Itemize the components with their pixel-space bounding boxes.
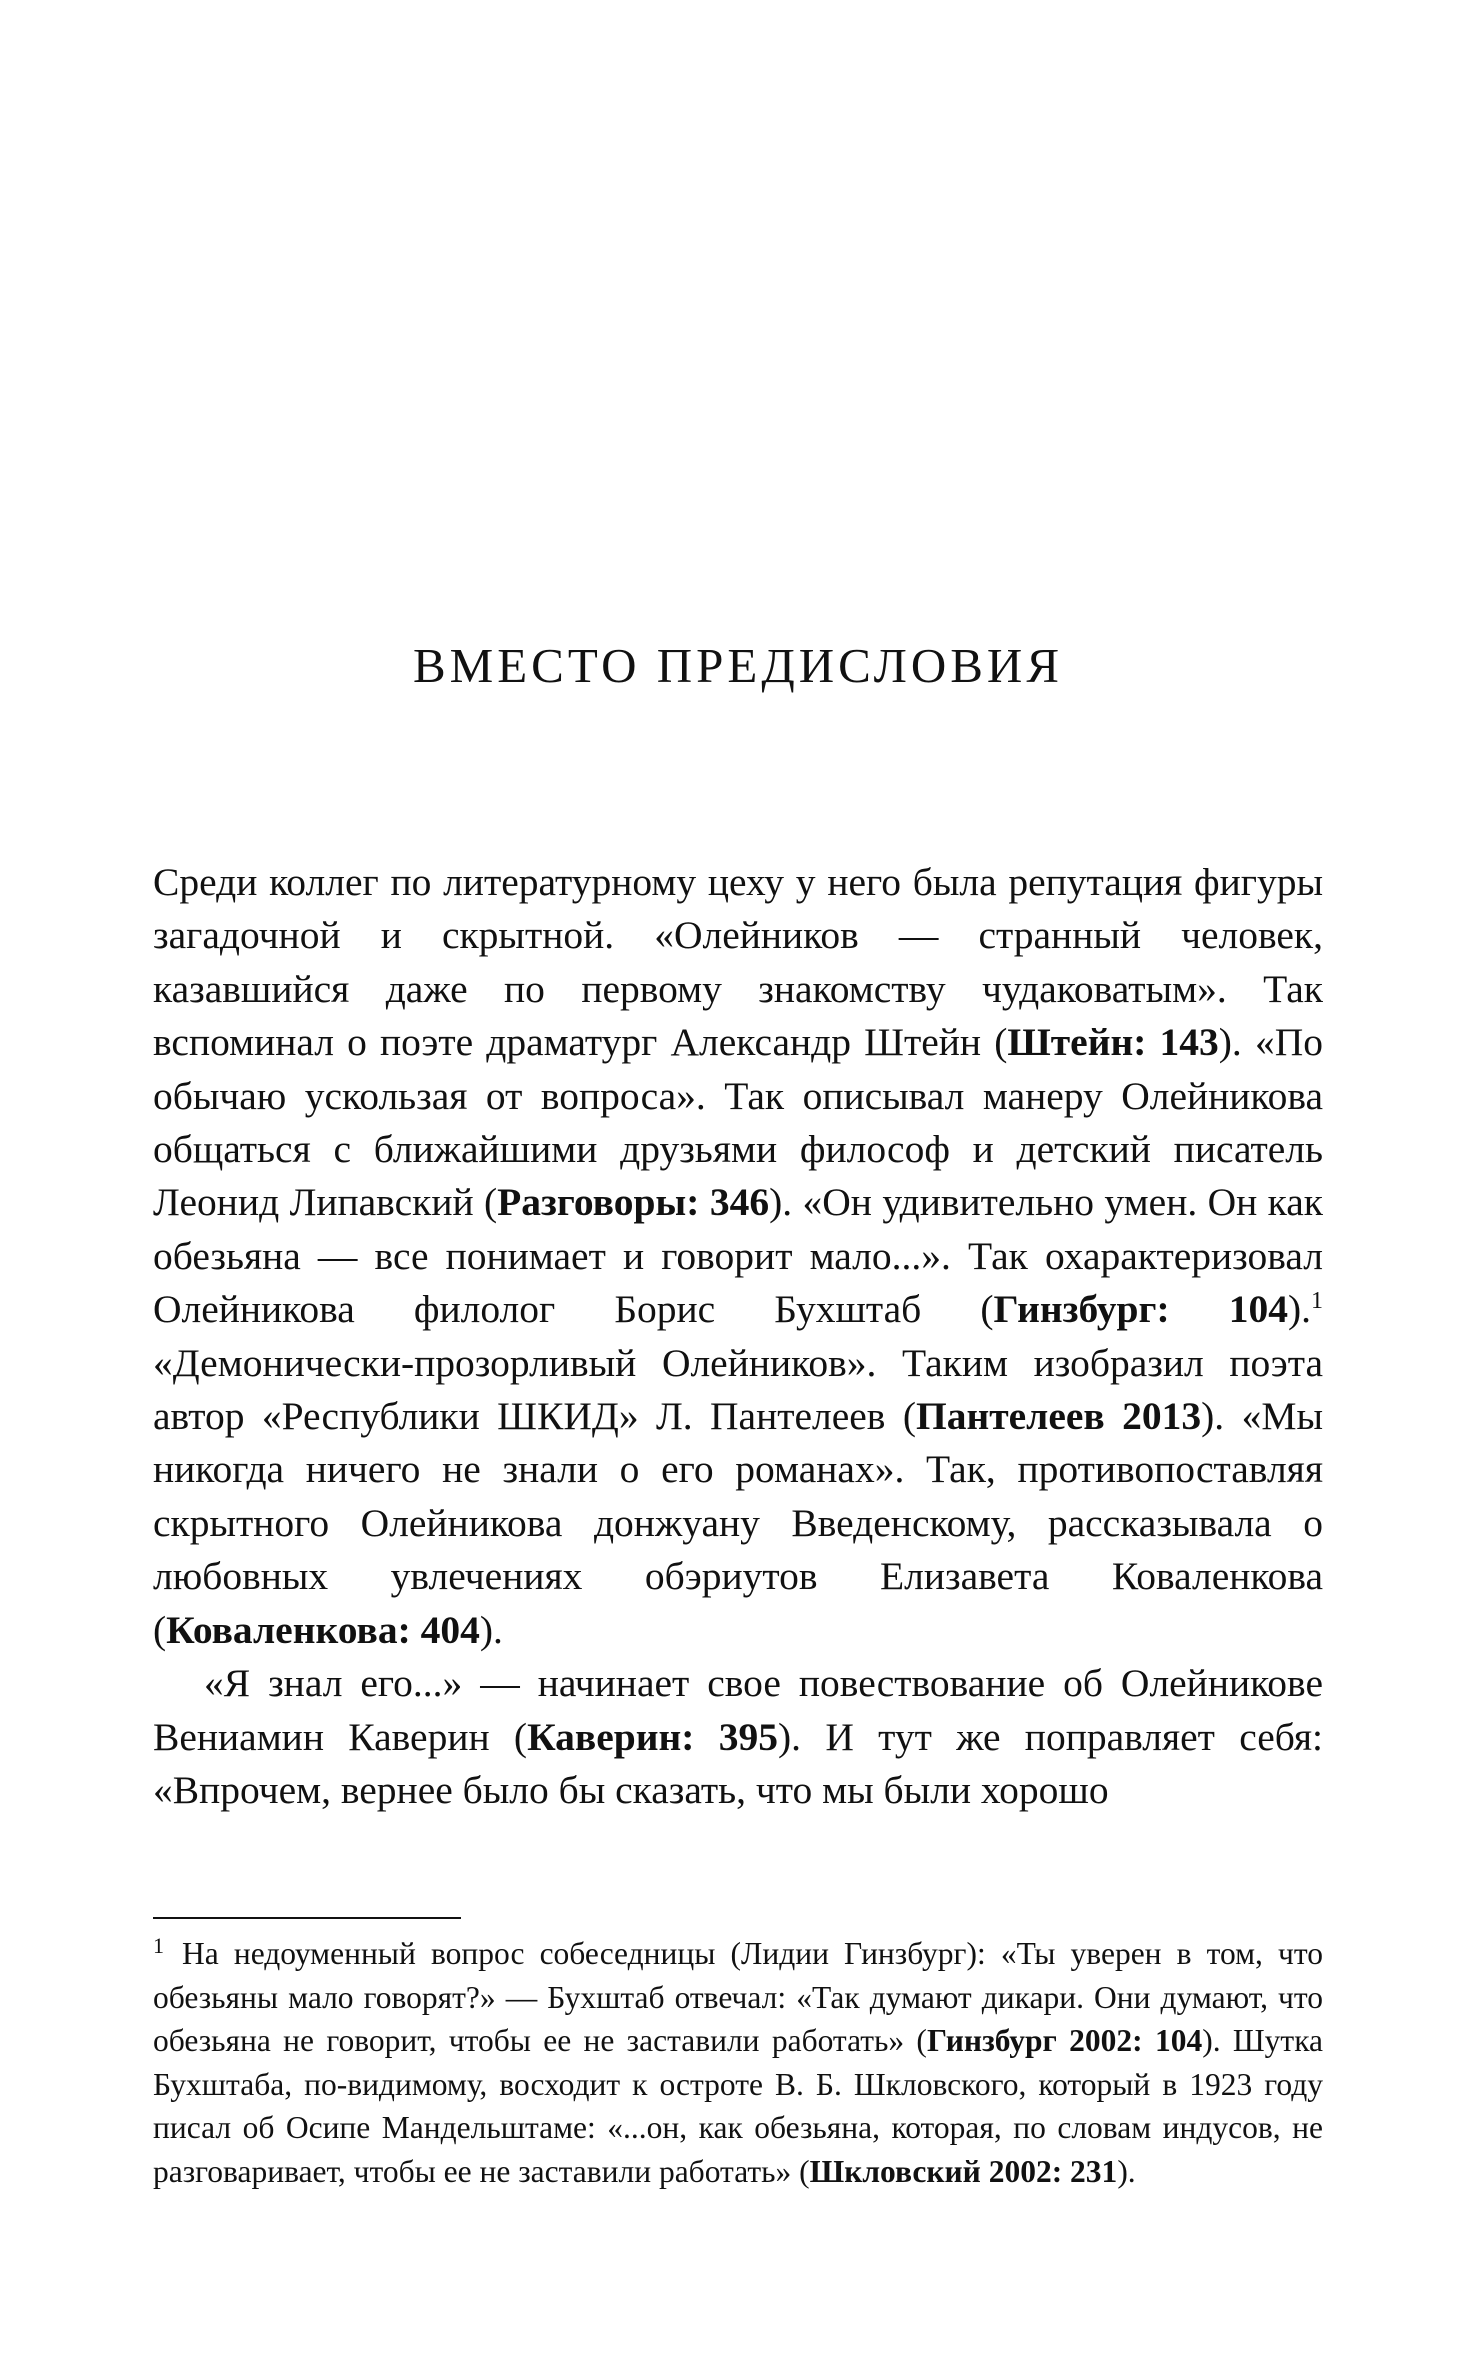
text-run: «Я знал его...» — начинает свое повествование об Олейникове Вениамин Каверин ( [153,1661,1323,1759]
citation-reference: Шкловский 2002: 231 [809,2153,1118,2189]
citation-reference: Коваленкова: 404 [166,1607,480,1652]
footnote-text [153,1936,1323,2189]
footnote-divider [153,1917,461,1919]
citation-reference: Гинзбург 2002: 104 [926,2023,1203,2059]
citation-reference: Разговоры: 346 [497,1180,770,1225]
body-text [153,856,1323,1817]
text-run: ). «Он удивительно умен. Он как обезьяна — все понимает и говорит мало...». Так охарактеризовал Олейникова филолог Борис Бухштаб ( [153,1180,1323,1332]
citation-reference: Штейн: 143 [1007,1020,1219,1065]
citation-reference: Пантелеев 2013 [916,1394,1202,1439]
text-run: ). Шутка Бухштаба, по-видимому, восходит к остроте В. Б. Шкловского, который в 1923 году писал об Осипе Мандельштаме: «...он, как обезьяна, которая, по словам индусов, не разговаривает, чтобы ее не заставили работать» ( [153,2023,1324,2189]
text-run: Среди коллег по литературному цеху у него была репутация фигуры загадочной и скрытной. «Олейников — странный человек, казавшийся даже по первому знакомству чудаковатым». Так вспоминал о поэте драматург Александр Штейн ( [153,860,1323,1065]
text-run: ). [1287,1287,1311,1332]
paragraph-2 [153,1657,1323,1817]
text-run: «Демонически-прозорливый Олейников». Таким изобразил поэта автор «Республики ШКИД» Л. Пантелеев ( [153,1340,1323,1439]
citation-reference: Гинзбург: 104 [993,1287,1288,1332]
text-run: ). И тут же поправляет себя: «Впрочем, вернее было бы сказать, что мы были хорошо [153,1714,1324,1812]
text-run: ). «Мы никогда ничего не знали о его романах». Так, противопоставляя скрытного Олейникова донжуану Введенскому, рассказывала о любовных увлечениях обэриутов Елизавета Коваленкова ( [153,1394,1323,1652]
text-run: ). «По обычаю ускользая от вопроса». Так описывал манеру Олейникова общаться с ближайшими друзьями философ и детский писатель Леонид Липавский ( [153,1020,1323,1225]
footnote-number: 1 [153,1932,164,1958]
text-run: ). [1117,2153,1136,2189]
chapter-title: ВМЕСТО ПРЕДИСЛОВИЯ [413,638,1063,693]
text-run: На недоуменный вопрос собеседницы (Лидии Гинзбург): «Ты уверен в том, что обезьяны мало говорят?» — Бухштаб отвечал: «Так думают дикари. Они думают, что обезьяна не говорит, чтобы ее не заставили работать» ( [153,1936,1323,2059]
footnote [153,1932,1323,2194]
citation-reference: Каверин: 395 [527,1714,778,1759]
text-run: ). [479,1607,503,1652]
paragraph-1 [153,856,1323,1657]
footnote-marker: 1 [1311,1288,1323,1315]
